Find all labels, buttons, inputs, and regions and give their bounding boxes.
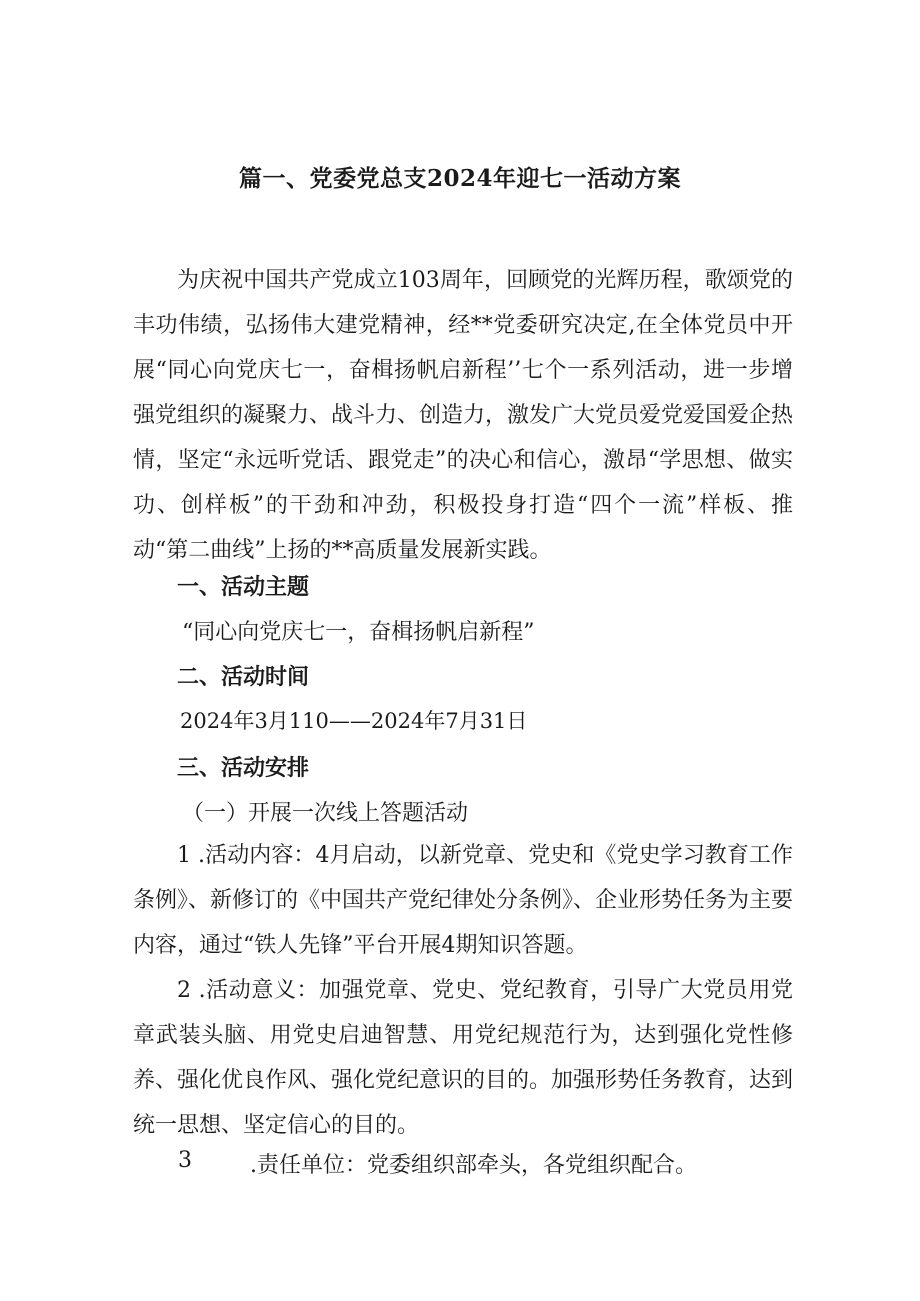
section-heading-arrangement: 三、活动安排 bbox=[177, 756, 310, 781]
item-activity-significance: 2 .活动意义：加强党章、党史、党纪教育，引导广大党员用党章武装头脑、用党史启迪智慧、用党纪规范行为，达到强化党性修养、强化优良作风、强化党纪意识的目的。加强形势任务教育，达到统一思想、坚定信心的目的。 bbox=[133, 978, 794, 1138]
theme-text: “同心向党庆七一，奋楫扬帆启新程” bbox=[182, 620, 535, 645]
time-range-text: 2024年3月110——2024年7月31日 bbox=[180, 709, 528, 733]
section-heading-time: 二、活动时间 bbox=[177, 665, 310, 690]
item-responsible-unit: .责任单位：党委组织部牵头，各党组织配合。 bbox=[250, 1153, 697, 1178]
document-title: 篇一、党委党总支2024年迎七一活动方案 bbox=[238, 165, 681, 192]
subsection-online-quiz: （一）开展一次线上答题活动 bbox=[182, 801, 469, 826]
section-heading-theme: 一、活动主题 bbox=[177, 575, 310, 600]
intro-paragraph: 为庆祝中国共产党成立103周年，回顾党的光辉历程，歌颂党的丰功伟绩，弘扬伟大建党精神，经**党委研究决定,在全体党员中开展“同心向党庆七一，奋楫扬帆启新程’’七个一系列活动，进一步增强党组织的凝聚力、战斗力、创造力，激发广大党员爱党爱国爱企热情，坚定“永远听党话、跟党走”的决心和信心，激昂“学思想、做实功、创样板”的干劲和冲劲，积极投身打造“四个一流”样板、推动“第二曲线”上扬的**高质量发展新实践。 bbox=[133, 268, 794, 563]
item3-number: 3 bbox=[178, 1148, 192, 1173]
item-activity-content: 1 .活动内容：4月启动，以新党章、党史和《党史学习教育工作条例》、新修订的《中国共产党纪律处分条例》、企业形势任务为主要内容，通过“铁人先锋”平台开展4期知识答题。 bbox=[133, 843, 794, 958]
